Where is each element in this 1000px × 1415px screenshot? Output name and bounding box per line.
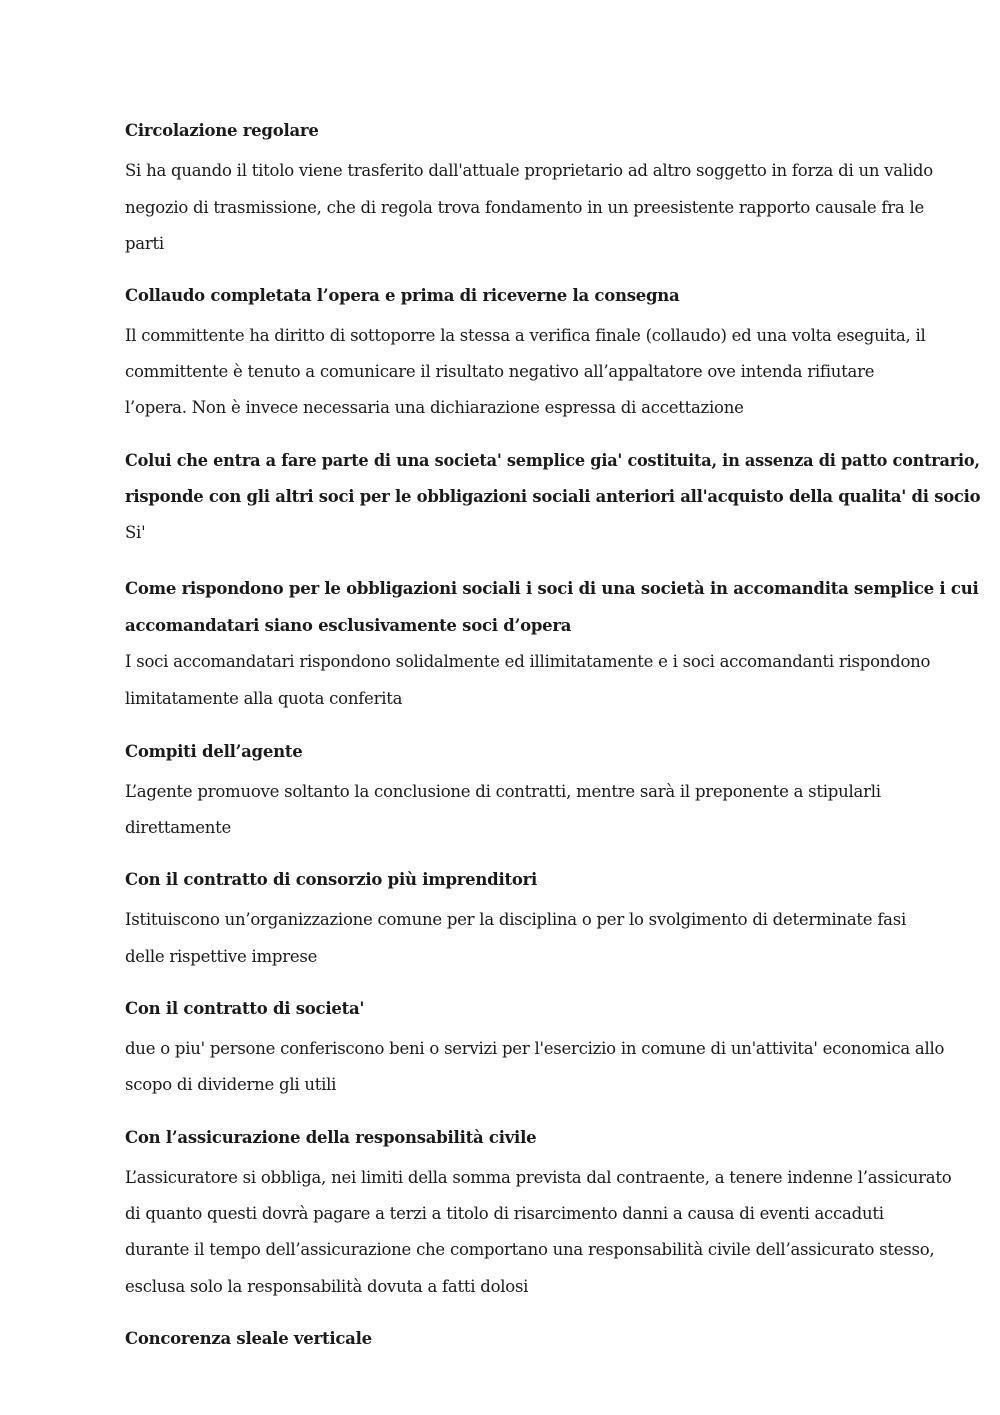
entry-question-line: Circolazione regolare [125, 121, 319, 140]
entry-answer-line: Istituiscono un’organizzazione comune per la disciplina o per lo svolgimento di determinate fasi [125, 910, 907, 929]
entry-question-line: accomandatari siano esclusivamente soci d’opera [125, 616, 572, 635]
entry-answer-line: L’assicuratore si obbliga, nei limiti della somma prevista dal contraente, a tenere indenne l’assicurato [125, 1168, 952, 1187]
entry-question-line: Concorenza sleale verticale [125, 1329, 372, 1348]
entry-answer-line: parti [125, 234, 164, 253]
entry-question-line: Con il contratto di societa' [125, 999, 365, 1018]
entry-question-line: Colui che entra a fare parte di una societa' semplice gia' costituita, in assenza di patto contrario, [125, 451, 980, 470]
entry-question-line: Come rispondono per le obbligazioni sociali i soci di una società in accomandita semplice i cui [125, 579, 979, 598]
entry-answer-line: Si' [125, 523, 146, 542]
entry-answer-line: negozio di trasmissione, che di regola trova fondamento in un preesistente rapporto causale fra le [125, 198, 925, 217]
entry-answer-line: Si ha quando il titolo viene trasferito dall'attuale proprietario ad altro soggetto in forza di un valido [125, 161, 933, 180]
entry-question-line: Collaudo completata l’opera e prima di riceverne la consegna [125, 286, 680, 305]
entry-answer-line: direttamente [125, 818, 232, 837]
entry-answer-line: delle rispettive imprese [125, 947, 318, 966]
entry-answer-line: I soci accomandatari rispondono solidalmente ed illimitatamente e i soci accomandanti rispondono [125, 652, 931, 671]
entry-question-line: Compiti dell’agente [125, 742, 303, 761]
entry-answer-line: durante il tempo dell’assicurazione che comportano una responsabilità civile dell’assicurato stesso, [125, 1240, 935, 1259]
entry-answer-line: scopo di dividerne gli utili [125, 1075, 337, 1094]
entry-answer-line: committente è tenuto a comunicare il risultato negativo all’appaltatore ove intenda rifiutare [125, 362, 875, 381]
entry-answer-line: l’opera. Non è invece necessaria una dichiarazione espressa di accettazione [125, 398, 744, 417]
entry-answer-line: due o piu' persone conferiscono beni o servizi per l'esercizio in comune di un'attivita' economica allo [125, 1039, 945, 1058]
entry-answer-line: esclusa solo la responsabilità dovuta a fatti dolosi [125, 1277, 529, 1296]
entry-question-line: Con l’assicurazione della responsabilità civile [125, 1128, 537, 1147]
entry-answer-line: L’agente promuove soltanto la conclusione di contratti, mentre sarà il preponente a stipularli [125, 782, 881, 801]
entry-answer-line: limitatamente alla quota conferita [125, 689, 403, 708]
entry-answer-line: di quanto questi dovrà pagare a terzi a titolo di risarcimento danni a causa di eventi accaduti [125, 1204, 884, 1223]
entry-question-line: Con il contratto di consorzio più imprenditori [125, 870, 538, 889]
entry-question-line: risponde con gli altri soci per le obbligazioni sociali anteriori all'acquisto della qualita' di socio [125, 487, 981, 506]
entry-answer-line: Il committente ha diritto di sottoporre la stessa a verifica finale (collaudo) ed una volta eseguita, il [125, 326, 926, 345]
